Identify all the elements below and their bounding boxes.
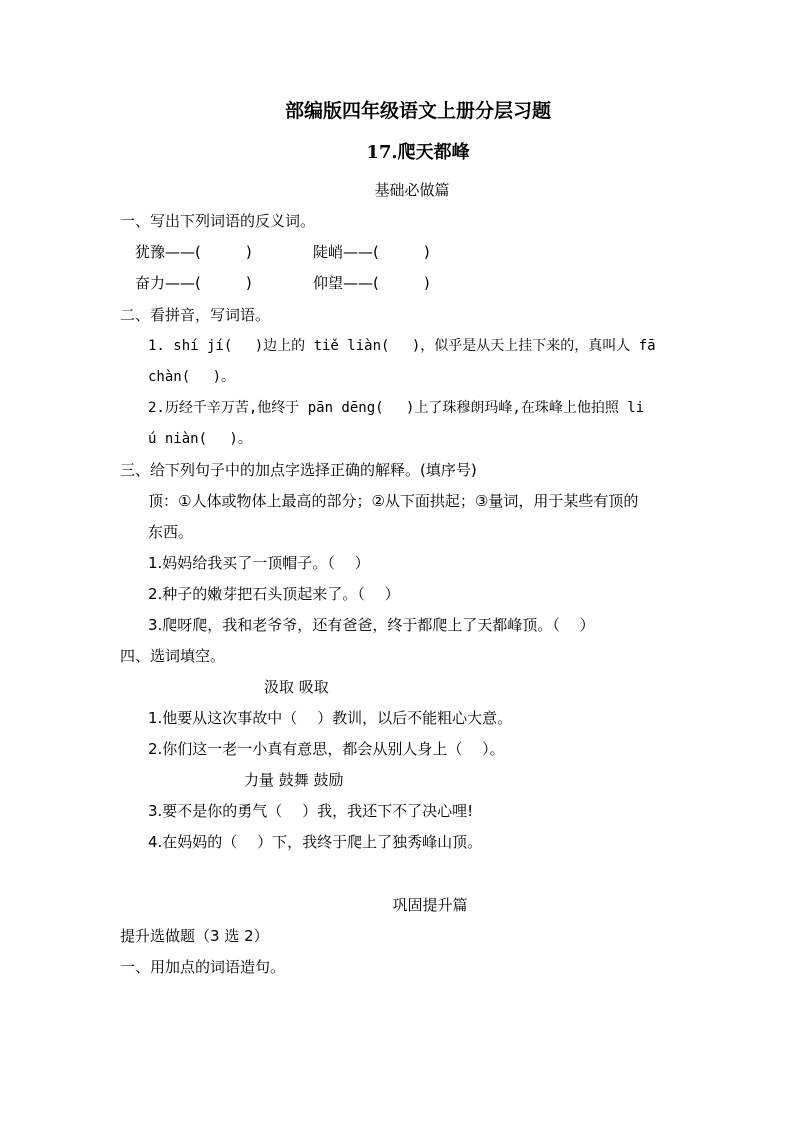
- pinyin-item-1-line-2: chàn( )。: [148, 369, 236, 385]
- antonym-item-fenli: 奋力——( ): [135, 274, 252, 292]
- advanced-note: 提升选做题（3 选 2）: [120, 927, 269, 945]
- section-heading-basic: 基础必做篇: [374, 181, 450, 199]
- pinyin-item-1-line-1: 1. shí jí( )边上的 tiě liàn( )，似乎是从天上挂下来的，真叫人 fā: [148, 338, 656, 354]
- antonym-item-yangwang: 仰望——( ): [313, 274, 430, 292]
- definition-line-1: 顶：①人体或物体上最高的部分；②从下面拱起；③量词，用于某些有顶的: [148, 492, 639, 510]
- fill-item-2: 2.你们这一老一小真有意思，都会从别人身上（ ）。: [148, 740, 505, 758]
- page-title: 部编版四年级语文上册分层习题: [284, 100, 551, 122]
- question-3-title: 三、给下列句子中的加点字选择正确的解释。(填序号): [120, 461, 477, 479]
- pinyin-item-2-line-2: ú niàn( )。: [148, 431, 252, 447]
- lesson-title: 17.爬天都峰: [366, 142, 470, 163]
- fill-item-1: 1.他要从这次事故中（ ）教训，以后不能粗心大意。: [148, 709, 513, 727]
- question-2-title: 二、看拼音，写词语。: [120, 306, 271, 324]
- antonym-item-youyu: 犹豫——( ): [135, 243, 252, 261]
- meaning-item-1: 1.妈妈给我买了一顶帽子。（ ）: [148, 554, 370, 572]
- pinyin-item-2-line-1: 2.历经千辛万苦,他终于 pān dēng( )上了珠穆朗玛峰,在珠峰上他拍照 li: [148, 400, 645, 416]
- fill-item-3: 3.要不是你的勇气（ ）我，我还下不了决心哩!: [148, 802, 474, 820]
- section-heading-advanced: 巩固提升篇: [392, 896, 468, 914]
- fill-item-4: 4.在妈妈的（ ）下，我终于爬上了独秀峰山顶。: [148, 833, 483, 851]
- word-choices-2: 力量 鼓舞 鼓励: [244, 771, 344, 789]
- word-choices-1: 汲取 吸取: [264, 678, 329, 696]
- meaning-item-3: 3.爬呀爬，我和老爷爷，还有爸爸，终于都爬上了天都峰顶。（ ）: [148, 616, 595, 634]
- question-4-title: 四、选词填空。: [120, 647, 226, 665]
- antonym-item-douqiao: 陡峭——( ): [313, 243, 430, 261]
- advanced-question-1-title: 一、用加点的词语造句。: [120, 958, 286, 976]
- question-1-title: 一、写出下列词语的反义词。: [120, 212, 316, 230]
- definition-line-2: 东西。: [148, 523, 194, 541]
- meaning-item-2: 2.种子的嫩芽把石头顶起来了。（ ）: [148, 585, 400, 603]
